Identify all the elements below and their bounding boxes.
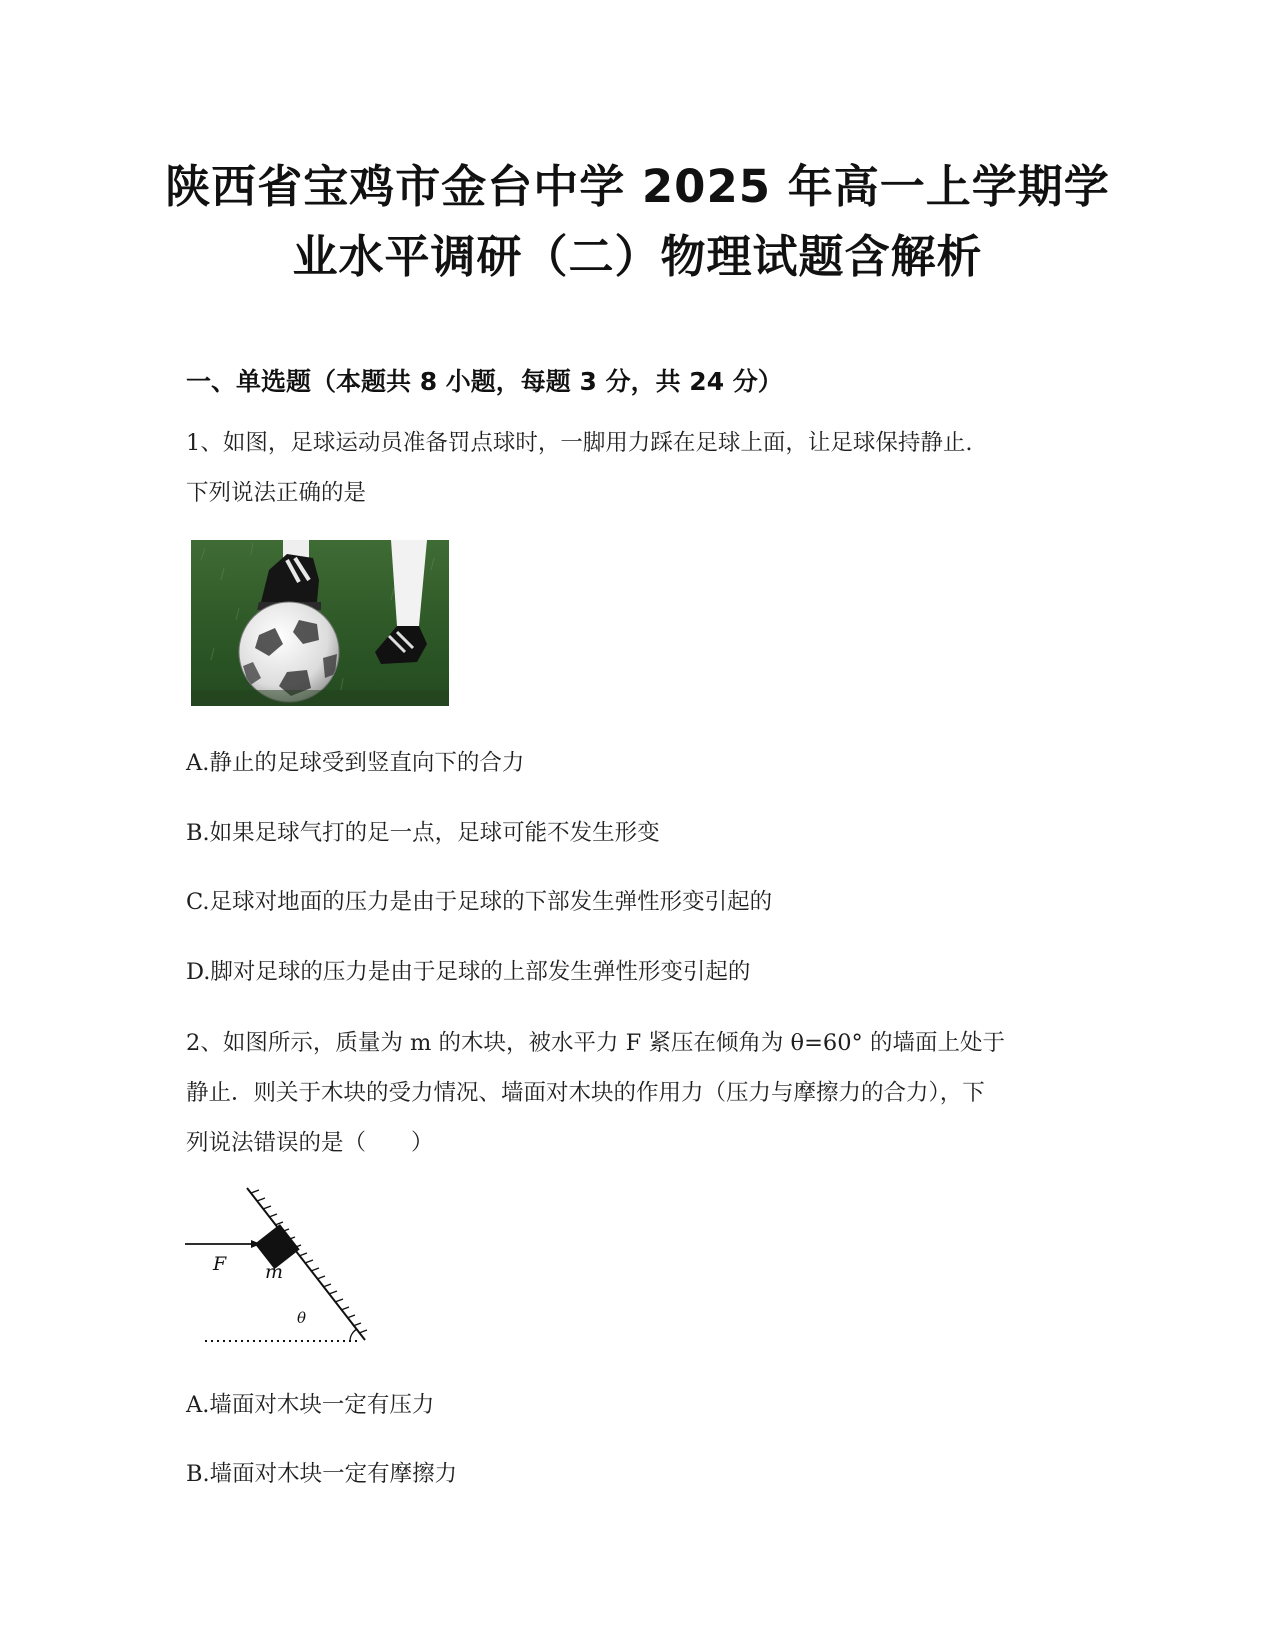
section-heading-single-choice: 一、单选题（本题共 8 小题，每题 3 分，共 24 分） [186,367,783,396]
label-f: F [213,1253,227,1275]
question-1-stem-line-2: 下列说法正确的是 [186,480,367,506]
question-1-option-a: A.静止的足球受到竖直向下的合力 [186,750,525,776]
label-theta: θ [297,1309,307,1327]
question-1-option-d: D.脚对足球的压力是由于足球的上部发生弹性形变引起的 [186,959,751,985]
label-m: m [265,1261,284,1283]
question-1-stem-line-1: 1、如图，足球运动员准备罚点球时，一脚用力踩在足球上面，让足球保持静止. [186,430,973,456]
document-title-line-2: 业水平调研（二）物理试题含解析 [292,230,983,283]
question-2-stem-line-1: 2、如图所示，质量为 m 的木块，被水平力 F 紧压在倾角为 θ=60° 的墙面上处于 [186,1030,1005,1056]
question-1-option-c: C.足球对地面的压力是由于足球的下部发生弹性形变引起的 [186,889,773,915]
question-2-stem-line-3: 列说法错误的是（ ） [186,1130,434,1156]
question-1-option-b: B.如果足球气打的足一点，足球可能不发生形变 [186,820,660,846]
document-title-line-1: 陕西省宝鸡市金台中学 2025 年高一上学期学 [165,160,1110,213]
question-2-stem-line-2: 静止．则关于木块的受力情况、墙面对木块的作用力（压力与摩擦力的合力），下 [186,1080,985,1106]
question-2-option-b: B.墙面对木块一定有摩擦力 [186,1461,458,1487]
inclined-wall-block-diagram [185,1178,380,1344]
football-photo [191,540,449,706]
question-2-option-a: A.墙面对木块一定有压力 [186,1392,435,1418]
